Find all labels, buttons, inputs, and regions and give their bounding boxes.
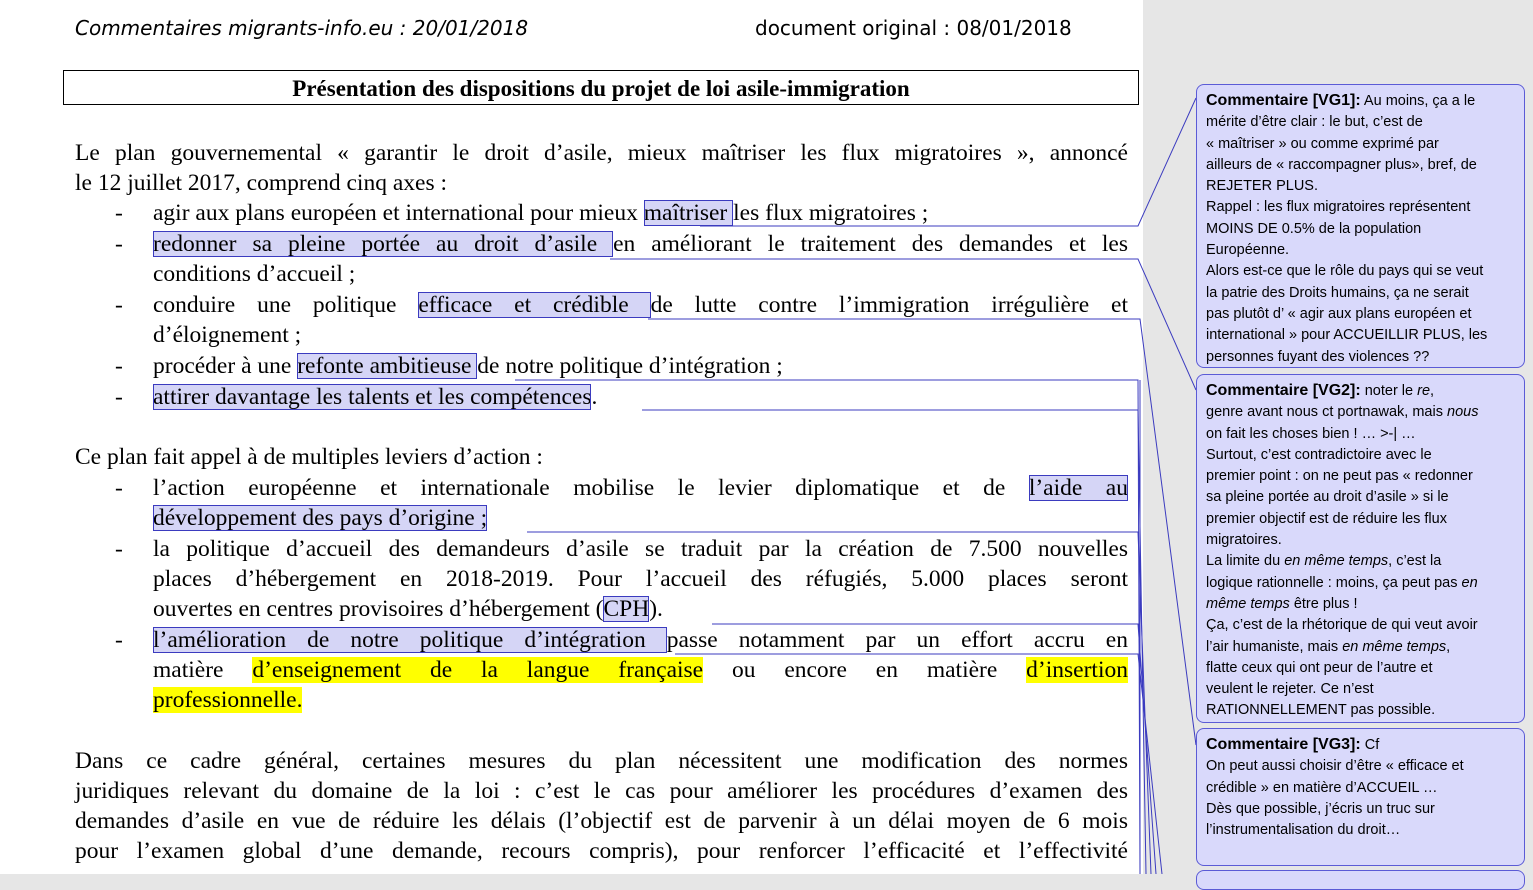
comment-vg3-author: Commentaire [VG3]:: [1206, 736, 1361, 753]
lever-3-line-1: [153, 625, 1128, 656]
yellow-highlight-professionnelle[interactable]: professionnelle.: [153, 687, 303, 713]
lever-text: ).: [649, 596, 663, 622]
comment-line: [1206, 594, 1515, 615]
comment-text: en même temps: [1342, 638, 1447, 655]
comment-line: On peut aussi choisir d’être « efficace et: [1206, 758, 1464, 775]
comment-line: migratoires.: [1206, 532, 1282, 549]
bullet-dash: -: [115, 384, 123, 410]
comment-text: ,: [1430, 383, 1435, 399]
comment-text: ,: [1446, 638, 1451, 655]
levers-intro: Ce plan fait appel à de multiples leviers d’action :: [75, 444, 543, 470]
lever-text: l’action européenne et internationale mobilise le levier diplomatique et de: [153, 475, 1029, 501]
highlight-amelioration[interactable]: l’amélioration de notre politique d’intégration: [153, 627, 667, 653]
highlight-cph[interactable]: CPH: [603, 596, 650, 622]
bullet-dash: -: [115, 231, 123, 257]
comment-text: en: [1461, 574, 1478, 591]
comment-line: RATIONNELLEMENT pas possible.: [1206, 702, 1436, 719]
bullet-dash: -: [115, 292, 123, 318]
yellow-highlight-enseignement[interactable]: d’enseignement de la langue française: [252, 657, 704, 683]
closing-line-1: Dans ce cadre général, certaines mesures du plan nécessitent une modification des normes: [75, 748, 1128, 774]
axis-text: de notre politique d’intégration ;: [477, 353, 783, 379]
comment-line: premier point : on ne peut pas « redonner: [1206, 468, 1473, 485]
document-title: Présentation des dispositions du projet de loi asile-immigration: [63, 70, 1139, 105]
comment-line: Ça, c’est de la rhétorique de qui veut avoir: [1206, 617, 1478, 634]
highlight-refonte[interactable]: refonte ambitieuse: [297, 353, 478, 379]
comment-text: Au moins, ça a le: [1360, 93, 1476, 109]
intro-line-1: Le plan gouvernemental « garantir le droit d’asile, mieux maîtriser les flux migratoires », annoncé: [75, 140, 1128, 166]
comment-text: re: [1417, 383, 1431, 399]
comment-line: flatte ceux qui ont peur de l’autre et: [1206, 659, 1433, 676]
comment-line: sa pleine portée au droit d’asile » si le: [1206, 489, 1449, 506]
comment-text: être plus !: [1289, 595, 1358, 612]
bullet-dash: -: [115, 627, 123, 653]
highlight-efficace-credible[interactable]: efficace et crédible: [418, 292, 651, 318]
lever-2-line-1: la politique d’accueil des demandeurs d’asile se traduit par la création de 7.500 nouvelles: [153, 536, 1128, 562]
comment-line: international » pour ACCUEILLIR PLUS, les: [1206, 327, 1488, 344]
comment-vg1[interactable]: [1196, 84, 1525, 368]
bullet-dash: -: [115, 353, 123, 379]
lever-text: matière: [153, 657, 253, 683]
comment-line: Dès que possible, j’écris un truc sur: [1206, 800, 1435, 817]
comment-line: ailleurs de « raccompagner plus», bref, de: [1206, 156, 1477, 173]
comment-line: « maîtriser » ou comme exprimé par: [1206, 135, 1439, 152]
axis-item-2-cont: conditions d’accueil ;: [153, 261, 356, 287]
axis-item-3-cont: d’éloignement ;: [153, 322, 302, 348]
comment-line: pas plutôt d’ « agir aux plans européen et: [1206, 305, 1472, 322]
comment-line: Alors est-ce que le rôle du pays qui se veut: [1206, 263, 1484, 280]
comment-text: logique rationnelle : moins, ça peut pas: [1206, 574, 1462, 591]
comment-line: [1206, 402, 1515, 423]
comment-line: MOINS DE 0.5% de la population: [1206, 220, 1422, 237]
lever-3-line-2: [153, 655, 1128, 686]
lever-text: ouvertes en centres provisoires d’hébergement (: [153, 596, 604, 622]
intro-line-2: le 12 juillet 2017, comprend cinq axes :: [75, 170, 447, 196]
axis-text: en améliorant le traitement des demandes et les: [613, 231, 1128, 257]
axis-text: de lutte contre l’immigration irrégulière et: [650, 292, 1129, 318]
axis-item-1: [153, 198, 928, 229]
lever-3-line-3: [153, 685, 302, 716]
comment-vg2[interactable]: [1196, 374, 1525, 723]
bullet-dash: -: [115, 475, 123, 501]
comment-line: l’instrumentalisation du droit…: [1206, 822, 1401, 839]
axis-item-4: [153, 351, 783, 382]
lever-2-line-2: places d’hébergement en 2018-2019. Pour l’accueil des réfugiés, 5.000 places seront: [153, 566, 1128, 592]
comment-text: même temps: [1206, 595, 1290, 612]
highlight-developpement[interactable]: développement des pays d’origine ;: [153, 505, 488, 531]
comment-text: noter le: [1360, 383, 1418, 399]
comment-line: premier objectif est de réduire les flux: [1206, 510, 1447, 527]
comment-text: , c’est la: [1388, 553, 1442, 570]
comment-vg1-author: Commentaire [VG1]:: [1206, 92, 1361, 109]
comment-line: crédible » en matière d’ACCUEIL …: [1206, 779, 1438, 796]
closing-line-3: demandes d’asile en vue de réduire les délais (l’objectif est de parvenir à un délai moyen de 6 mois: [75, 808, 1128, 834]
highlight-aide[interactable]: l’aide au: [1028, 475, 1128, 501]
comment-text: Cf: [1360, 737, 1380, 753]
header-original-date: document original : 08/01/2018: [755, 16, 1072, 40]
comment-next-partial[interactable]: [1196, 870, 1525, 890]
axis-text: agir aux plans européen et international pour mieux: [153, 200, 644, 226]
lever-1-line-1: [153, 473, 1128, 504]
axis-text: conduire une politique: [153, 292, 419, 318]
lever-text: passe notamment par un effort accru en: [666, 627, 1128, 653]
comment-line: la patrie des Droits humains, ça ne serait: [1206, 284, 1469, 301]
closing-line-2: juridiques relevant du domaine de la loi : c’est le cas pour améliorer les procédures d’examen des: [75, 778, 1128, 804]
axis-text: procéder à une: [153, 353, 298, 379]
comment-vg2-author: Commentaire [VG2]:: [1206, 382, 1361, 399]
comment-text: genre avant nous ct portnawak, mais: [1206, 404, 1447, 421]
comment-line: personnes fuyant des violences ??: [1206, 348, 1430, 365]
comment-line: veulent le rejeter. Ce n’est: [1206, 681, 1374, 698]
lever-1-line-2: [153, 503, 487, 534]
axis-text: les flux migratoires ;: [733, 200, 929, 226]
comment-text: La limite du: [1206, 553, 1285, 570]
comment-vg3[interactable]: [1196, 728, 1525, 866]
comment-line: mérite d’être clair : le but, c’est de: [1206, 114, 1423, 131]
comment-line: on fait les choses bien ! … >-| …: [1206, 425, 1416, 442]
comment-line: REJETER PLUS.: [1206, 178, 1318, 195]
closing-line-4: pour l’examen global d’une demande, recours compris), pour renforcer l’efficacité et l’effectivité: [75, 838, 1128, 864]
axis-text: .: [591, 384, 598, 410]
comment-line: [1206, 573, 1515, 594]
comment-text: nous: [1447, 404, 1479, 421]
comment-line: Rappel : les flux migratoires représentent: [1206, 199, 1471, 216]
bullet-dash: -: [115, 200, 123, 226]
highlight-redonner[interactable]: redonner sa pleine portée au droit d’asile: [153, 231, 614, 257]
comment-line: [1206, 637, 1515, 658]
highlight-maitriser[interactable]: maîtriser: [643, 200, 734, 226]
axis-item-2: [153, 229, 1128, 260]
axis-item-3: [153, 290, 1128, 321]
axis-item-5: [153, 382, 597, 413]
comment-line: [1206, 551, 1515, 572]
lever-2-line-3: [153, 594, 663, 625]
header-comments-date: Commentaires migrants-info.eu : 20/01/2018: [75, 16, 529, 40]
comment-line: Européenne.: [1206, 242, 1290, 259]
comment-line: Surtout, c’est contradictoire avec le: [1206, 446, 1432, 463]
yellow-highlight-insertion[interactable]: d’insertion: [1026, 657, 1128, 683]
comment-text: l’air humaniste, mais: [1206, 638, 1343, 655]
highlight-talents[interactable]: attirer davantage les talents et les compétences: [153, 384, 592, 410]
lever-text: ou encore en matière: [703, 657, 1027, 683]
comment-text: en même temps: [1284, 553, 1389, 570]
bullet-dash: -: [115, 536, 123, 562]
